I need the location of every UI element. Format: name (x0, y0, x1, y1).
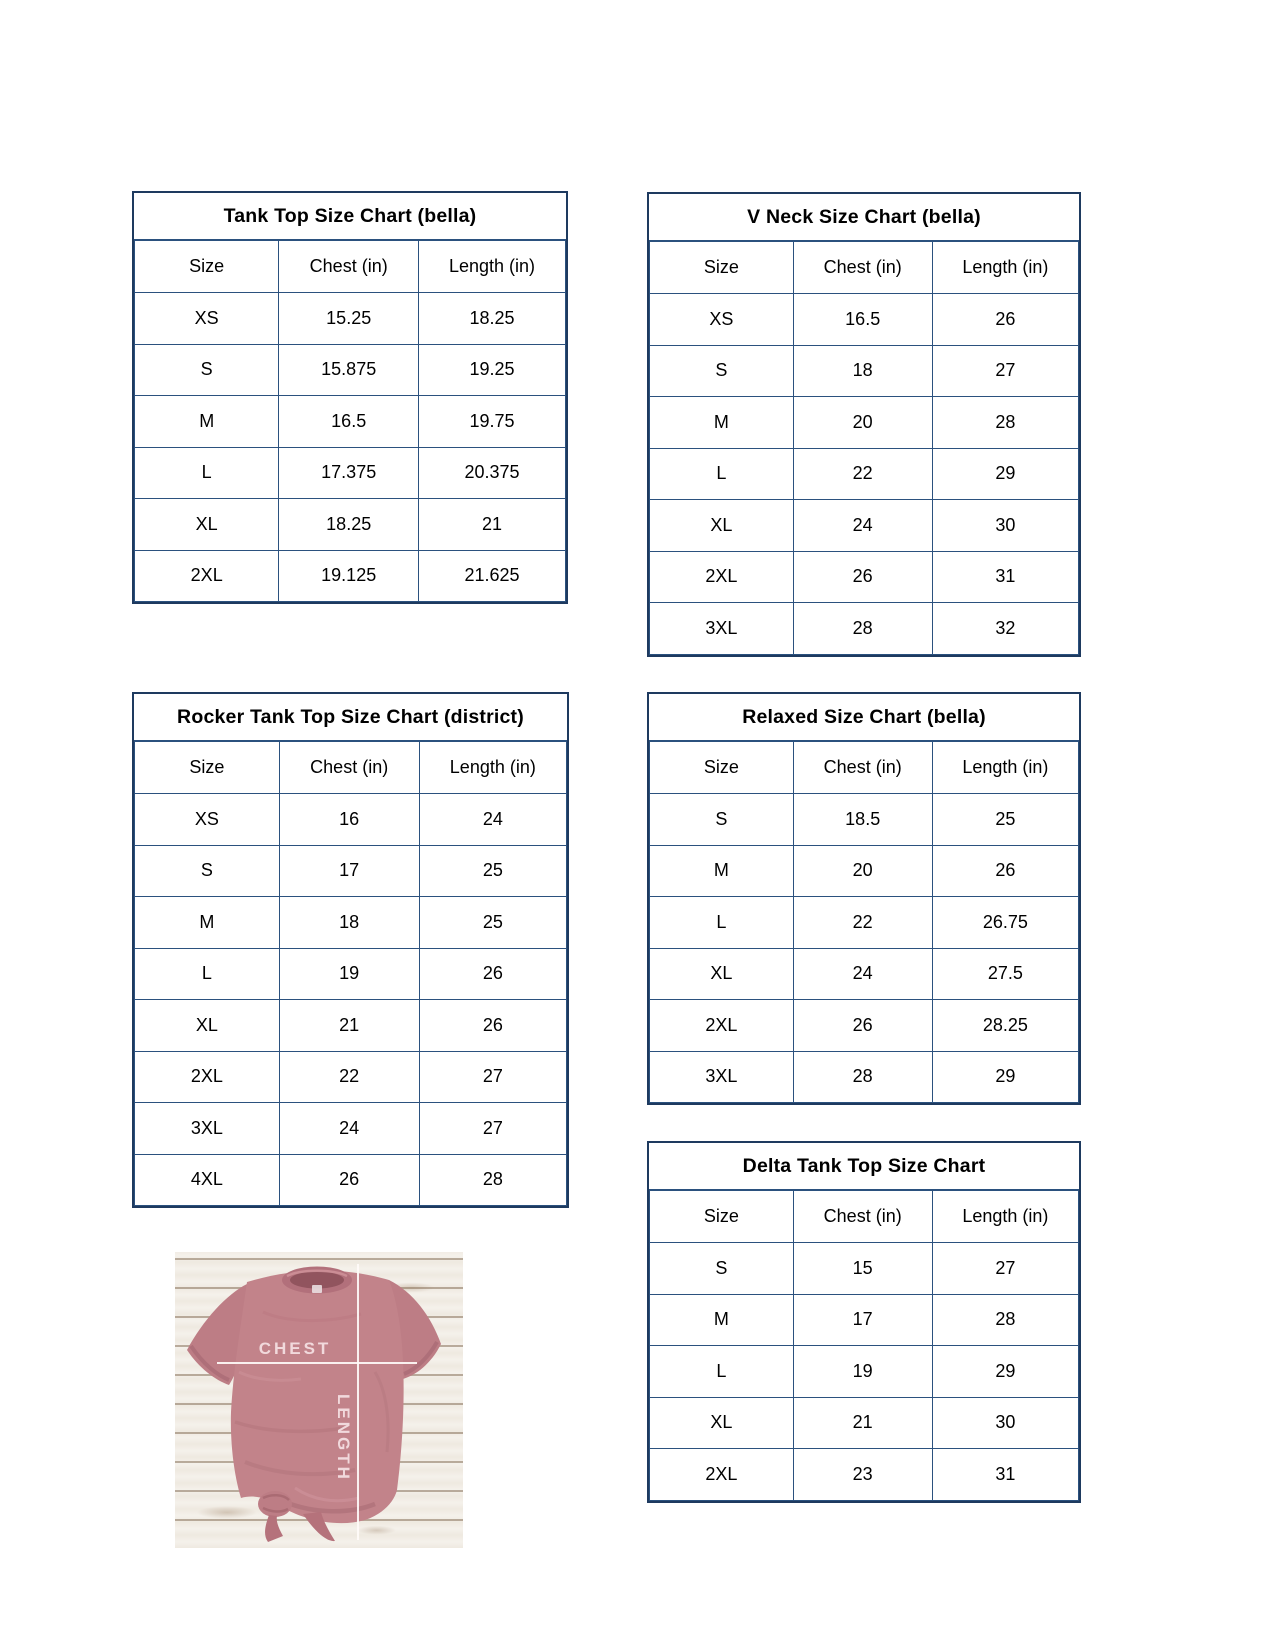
table-row (135, 293, 566, 345)
length-cell: 30 (932, 1397, 1078, 1449)
chest-cell: 15 (793, 1243, 932, 1295)
chest-label: CHEST (258, 1339, 332, 1358)
chest-measure-line (217, 1362, 417, 1364)
column-header: Size (650, 1191, 794, 1243)
length-cell: 27 (419, 1051, 566, 1103)
size-cell: XL (135, 499, 279, 551)
size-cell: 2XL (135, 1051, 280, 1103)
length-cell: 28 (419, 1154, 566, 1206)
size-cell: L (650, 1346, 794, 1398)
table-row (135, 897, 567, 949)
chest-cell: 18 (279, 897, 419, 949)
table-row (135, 1000, 567, 1052)
table-row (650, 551, 1079, 603)
length-cell: 19.25 (419, 344, 566, 396)
chest-cell: 16.5 (793, 294, 932, 346)
size-cell: S (650, 794, 794, 846)
size-cell: M (650, 845, 794, 897)
table-row (650, 500, 1079, 552)
size-cell: 3XL (135, 1103, 280, 1155)
table-row (135, 1051, 567, 1103)
length-cell: 21.625 (419, 550, 566, 602)
chest-cell: 20 (793, 397, 932, 449)
chest-cell: 19.125 (279, 550, 419, 602)
chest-cell: 23 (793, 1449, 932, 1501)
column-header: Size (135, 742, 280, 794)
length-cell: 26 (932, 294, 1078, 346)
table-row (135, 447, 566, 499)
column-header: Size (650, 242, 794, 294)
chest-cell: 18 (793, 345, 932, 397)
size-cell: XL (650, 948, 794, 1000)
chest-cell: 17 (279, 845, 419, 897)
length-cell: 26 (932, 845, 1078, 897)
size-cell: S (135, 845, 280, 897)
chest-cell: 22 (793, 448, 932, 500)
delta-tank-top-size-chart-grid (649, 1190, 1079, 1501)
length-cell: 27 (932, 345, 1078, 397)
header-row (650, 1191, 1079, 1243)
v-neck-size-table (647, 192, 1081, 657)
size-cell: M (135, 897, 280, 949)
column-header: Length (in) (932, 242, 1078, 294)
chest-cell: 26 (793, 1000, 932, 1052)
size-cell: S (650, 1243, 794, 1295)
length-cell: 26 (419, 948, 566, 1000)
header-row (650, 742, 1079, 794)
column-header: Size (135, 241, 279, 293)
chest-cell: 28 (793, 1051, 932, 1103)
table-row (650, 448, 1079, 500)
size-cell: XS (135, 293, 279, 345)
chest-cell: 21 (279, 1000, 419, 1052)
chest-cell: 18.25 (279, 499, 419, 551)
column-header: Length (in) (932, 742, 1078, 794)
tank-top-size-chart-title: Tank Top Size Chart (bella) (134, 193, 566, 240)
size-cell: 2XL (650, 1449, 794, 1501)
size-cell: L (135, 948, 280, 1000)
length-cell: 32 (932, 603, 1078, 655)
column-header: Chest (in) (279, 241, 419, 293)
tshirt-illustration (175, 1252, 463, 1548)
v-neck-size-chart-title: V Neck Size Chart (bella) (649, 194, 1079, 241)
column-header: Chest (in) (793, 242, 932, 294)
length-cell: 26.75 (932, 897, 1078, 949)
size-cell: S (135, 344, 279, 396)
chest-cell: 21 (793, 1397, 932, 1449)
size-cell: L (650, 448, 794, 500)
table-row (650, 1000, 1079, 1052)
chest-cell: 18.5 (793, 794, 932, 846)
rocker-tank-top-size-chart-grid (134, 741, 567, 1206)
v-neck-size-chart-grid (649, 241, 1079, 655)
chest-cell: 28 (793, 603, 932, 655)
table-row (135, 794, 567, 846)
length-cell: 29 (932, 1346, 1078, 1398)
length-cell: 28.25 (932, 1000, 1078, 1052)
table-row (650, 845, 1079, 897)
chest-cell: 17.375 (279, 447, 419, 499)
chest-cell: 24 (793, 500, 932, 552)
size-cell: L (650, 897, 794, 949)
column-header: Length (in) (932, 1191, 1078, 1243)
column-header: Chest (in) (793, 1191, 932, 1243)
chest-cell: 22 (279, 1051, 419, 1103)
table-row (650, 1449, 1079, 1501)
rocker-tank-top-size-table (132, 692, 569, 1208)
delta-tank-top-size-table (647, 1141, 1081, 1503)
chest-cell: 16.5 (279, 396, 419, 448)
table-row (650, 1346, 1079, 1398)
table-row (135, 344, 566, 396)
length-cell: 31 (932, 1449, 1078, 1501)
length-cell: 30 (932, 500, 1078, 552)
size-cell: 4XL (135, 1154, 280, 1206)
length-cell: 31 (932, 551, 1078, 603)
table-row (135, 845, 567, 897)
size-cell: M (135, 396, 279, 448)
tshirt-measurement-photo (175, 1252, 463, 1548)
table-row (135, 948, 567, 1000)
chest-cell: 16 (279, 794, 419, 846)
chest-cell: 15.25 (279, 293, 419, 345)
column-header: Chest (in) (279, 742, 419, 794)
tank-top-size-chart-grid (134, 240, 566, 602)
length-cell: 28 (932, 1294, 1078, 1346)
length-cell: 20.375 (419, 447, 566, 499)
size-cell: 2XL (650, 551, 794, 603)
table-row (650, 345, 1079, 397)
size-cell: 2XL (135, 550, 279, 602)
size-cell: M (650, 397, 794, 449)
chest-cell: 20 (793, 845, 932, 897)
table-row (650, 794, 1079, 846)
size-cell: 3XL (650, 603, 794, 655)
length-cell: 19.75 (419, 396, 566, 448)
length-cell: 29 (932, 448, 1078, 500)
table-row (650, 897, 1079, 949)
size-cell: XL (650, 1397, 794, 1449)
chest-cell: 15.875 (279, 344, 419, 396)
table-row (650, 1051, 1079, 1103)
length-cell: 21 (419, 499, 566, 551)
length-cell: 27 (932, 1243, 1078, 1295)
size-cell: XL (650, 500, 794, 552)
length-cell: 25 (419, 897, 566, 949)
column-header: Length (in) (419, 742, 566, 794)
relaxed-size-chart-title: Relaxed Size Chart (bella) (649, 694, 1079, 741)
chest-cell: 17 (793, 1294, 932, 1346)
rocker-tank-top-size-chart-title: Rocker Tank Top Size Chart (district) (134, 694, 567, 741)
length-cell: 28 (932, 397, 1078, 449)
table-row (135, 550, 566, 602)
size-cell: XS (135, 794, 280, 846)
size-cell: 3XL (650, 1051, 794, 1103)
table-row (135, 1103, 567, 1155)
length-label: LENGTH (334, 1394, 353, 1482)
header-row (135, 241, 566, 293)
length-cell: 29 (932, 1051, 1078, 1103)
relaxed-size-chart-grid (649, 741, 1079, 1103)
size-cell: 2XL (650, 1000, 794, 1052)
table-row (650, 397, 1079, 449)
table-row (135, 396, 566, 448)
length-cell: 27 (419, 1103, 566, 1155)
length-cell: 25 (932, 794, 1078, 846)
table-row (650, 294, 1079, 346)
chest-cell: 26 (793, 551, 932, 603)
table-row (650, 1294, 1079, 1346)
length-cell: 26 (419, 1000, 566, 1052)
column-header: Length (in) (419, 241, 566, 293)
column-header: Size (650, 742, 794, 794)
size-cell: XS (650, 294, 794, 346)
table-row (650, 948, 1079, 1000)
length-cell: 25 (419, 845, 566, 897)
tank-top-size-table (132, 191, 568, 604)
length-cell: 18.25 (419, 293, 566, 345)
chest-cell: 24 (279, 1103, 419, 1155)
relaxed-size-table (647, 692, 1081, 1105)
header-row (135, 742, 567, 794)
column-header: Chest (in) (793, 742, 932, 794)
header-row (650, 242, 1079, 294)
table-row (135, 499, 566, 551)
size-cell: M (650, 1294, 794, 1346)
length-measure-line (357, 1264, 359, 1540)
chest-cell: 26 (279, 1154, 419, 1206)
length-cell: 24 (419, 794, 566, 846)
table-row (650, 1397, 1079, 1449)
size-cell: L (135, 447, 279, 499)
table-row (650, 1243, 1079, 1295)
size-cell: XL (135, 1000, 280, 1052)
chest-cell: 22 (793, 897, 932, 949)
chest-cell: 24 (793, 948, 932, 1000)
chest-cell: 19 (793, 1346, 932, 1398)
length-cell: 27.5 (932, 948, 1078, 1000)
table-row (135, 1154, 567, 1206)
table-row (650, 603, 1079, 655)
size-cell: S (650, 345, 794, 397)
chest-cell: 19 (279, 948, 419, 1000)
delta-tank-top-size-chart-title: Delta Tank Top Size Chart (649, 1143, 1079, 1190)
